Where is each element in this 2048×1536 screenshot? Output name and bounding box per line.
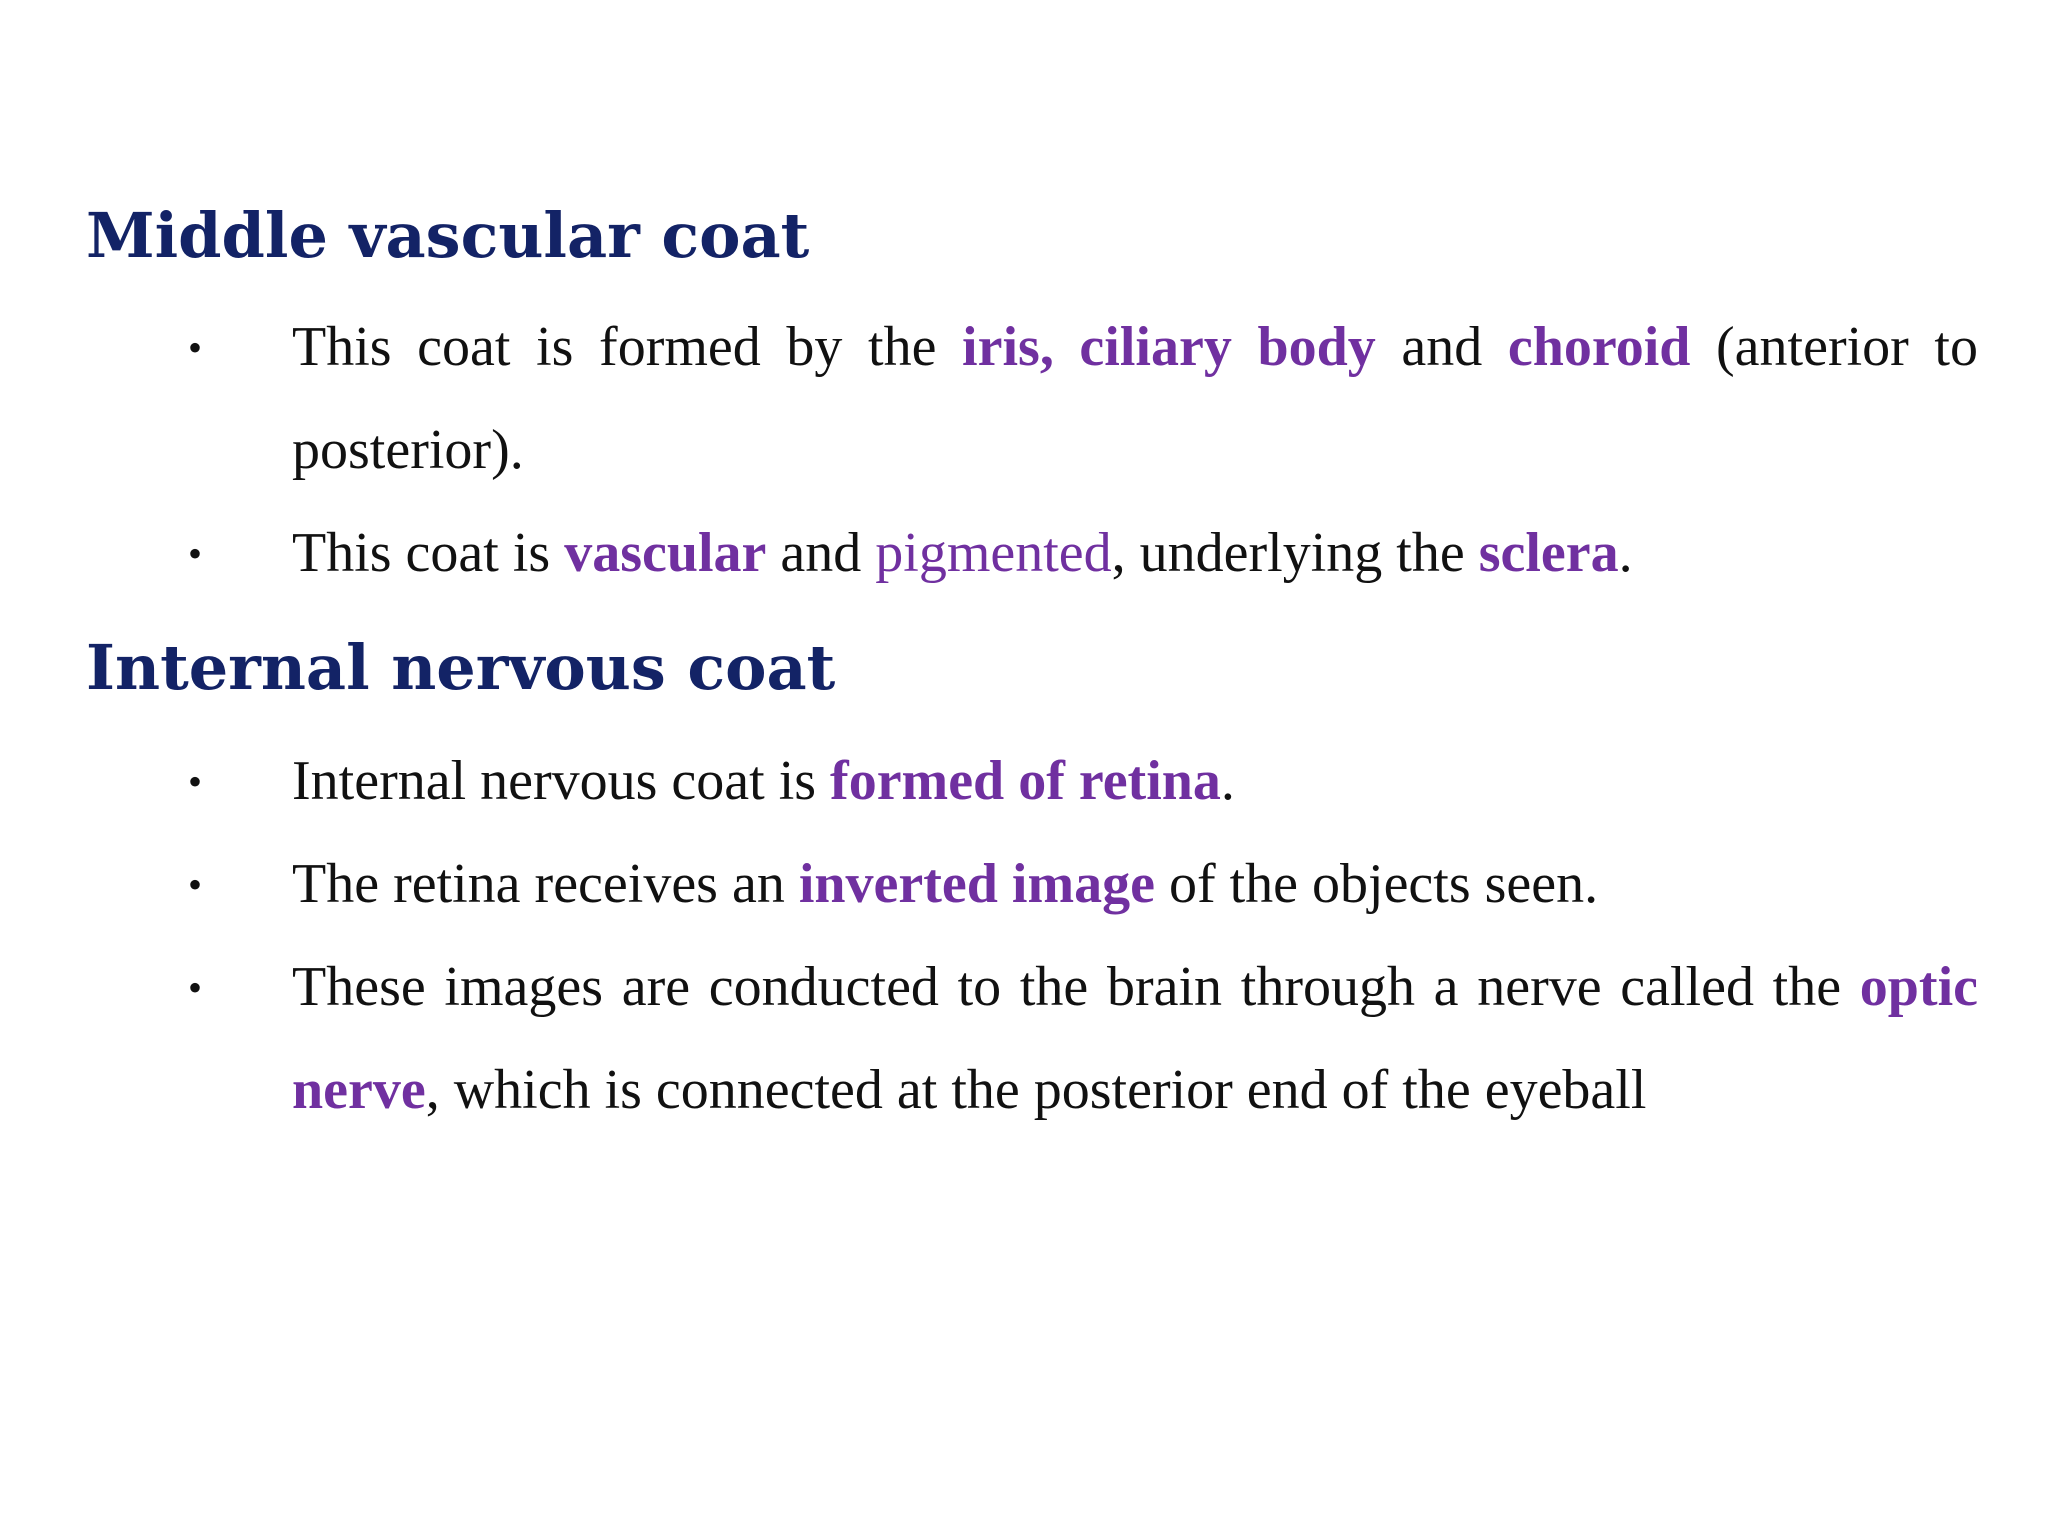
highlight-iris-ciliary-body: iris, ciliary body <box>962 316 1376 378</box>
bullet-text-part: . <box>1220 750 1235 812</box>
bullet-list-middle-vascular-coat <box>0 296 2048 605</box>
bullet-item-inverted-image <box>0 833 1978 936</box>
highlight-inverted-image: inverted image <box>798 853 1155 915</box>
bullet-text-part: , which is connected at the posterior end of the eyeball <box>425 1059 1647 1121</box>
highlight-optic-nerve: optic nerve <box>292 956 1978 1121</box>
bullet-item-vascular-pigmented <box>0 502 1978 605</box>
highlight-vascular: vascular <box>564 522 767 584</box>
bullet-text-part: (anterior to posterior). <box>292 316 1978 481</box>
bullet-text-part: and <box>766 522 876 584</box>
bullet-text-part: The retina receives an <box>292 853 799 915</box>
bullet-text-part: This coat is formed by the <box>292 316 963 378</box>
highlight-choroid: choroid <box>1507 316 1691 378</box>
bullet-icon: • <box>188 965 203 1010</box>
bullet-text-part: , underlying the <box>1111 522 1479 584</box>
highlight-pigmented: pigmented <box>875 522 1112 584</box>
bullet-icon: • <box>188 759 203 804</box>
bullet-text-part: These images are conducted to the brain through a nerve called the <box>292 956 1860 1018</box>
bullet-icon: • <box>188 531 203 576</box>
bullet-icon: • <box>188 325 203 370</box>
bullet-item-coat-formation <box>0 296 1978 502</box>
bullet-text-part: Internal nervous coat is <box>292 750 831 812</box>
bullet-icon: • <box>188 862 203 907</box>
bullet-text-part: . <box>1618 522 1633 584</box>
bullet-list-internal-nervous-coat <box>0 730 2048 1142</box>
bullet-text-part: and <box>1375 316 1508 378</box>
bullet-text-part: This coat is <box>292 522 565 584</box>
highlight-sclera: sclera <box>1478 522 1619 584</box>
heading-internal-nervous-coat: Internal nervous coat <box>86 631 836 704</box>
bullet-item-optic-nerve <box>0 936 1978 1142</box>
bullet-text-part: of the objects seen. <box>1154 853 1599 915</box>
heading-middle-vascular-coat: Middle vascular coat <box>86 199 810 272</box>
bullet-item-formed-of-retina <box>0 730 1978 833</box>
highlight-formed-of-retina: formed of retina <box>830 750 1221 812</box>
